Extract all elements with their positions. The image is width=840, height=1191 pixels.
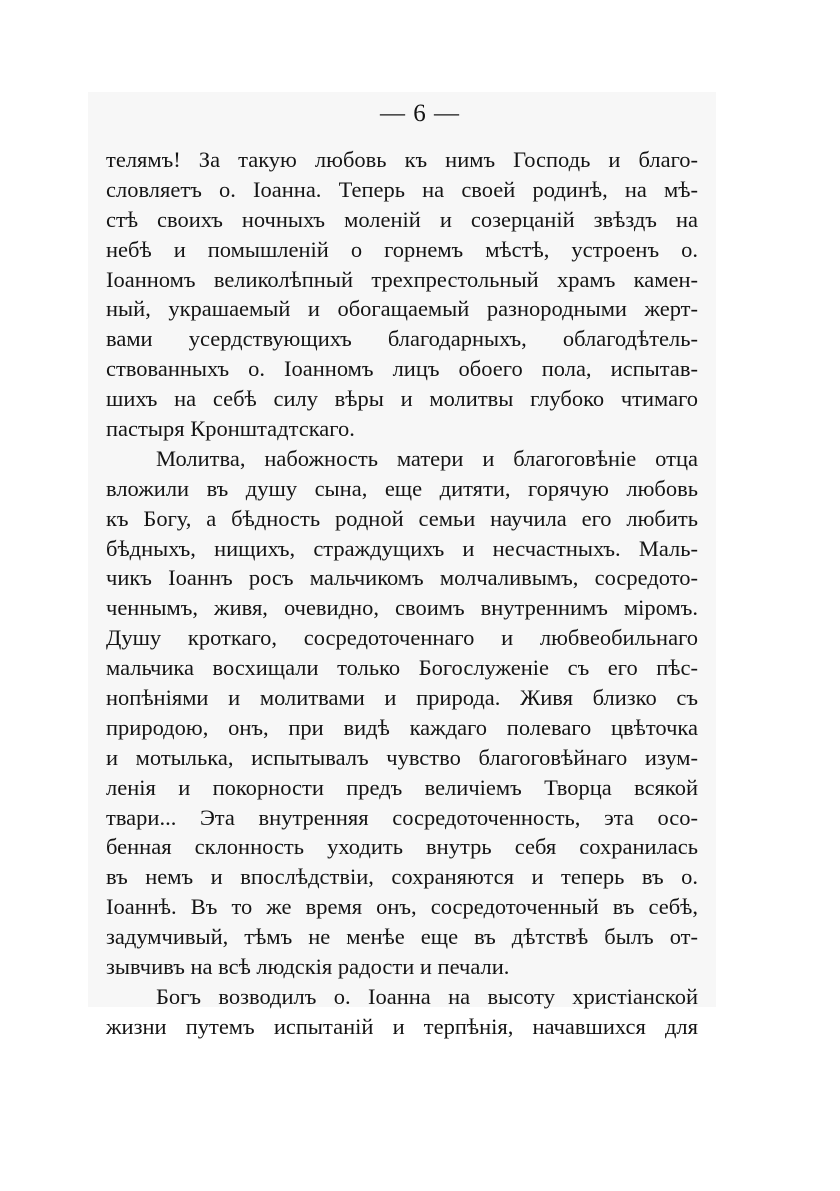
text-line: ный, украшаемый и обогащаемый разнородными жерт- [106, 296, 698, 322]
text-line: телямъ! За такую любовь къ нимъ Господь и благо- [106, 147, 698, 172]
text-line: ченнымъ, живя, очевидно, своимъ внутреннимъ міромъ. [106, 595, 698, 621]
text-line: бѣдныхъ, нищихъ, страждущихъ и несчастныхъ. Маль- [106, 535, 698, 561]
text-line: ствованныхъ о. Іоанномъ лицъ обоего пола, испытав- [106, 356, 698, 382]
text-line: ленія и покорности предъ величіемъ Творца всякой [106, 774, 698, 800]
text-line: Іоаннѣ. Въ то же время онъ, сосредоточенный въ себѣ, [106, 894, 698, 920]
text-line: шихъ на себѣ силу вѣры и молитвы глубоко чтимаго [106, 386, 698, 412]
text-line: задумчивый, тѣмъ не менѣе еще въ дѣтствѣ былъ от- [106, 924, 698, 950]
text-line: стѣ своихъ ночныхъ моленій и созерцаній звѣздъ на [106, 206, 698, 232]
text-line: словляетъ о. Іоанна. Теперь на своей родинѣ, на мѣ- [106, 176, 698, 202]
text-line: жизни путемъ испытаній и терпѣнія, начавшихся для [106, 1013, 698, 1039]
text-line: зывчивъ на всѣ людскія радости и печали. [106, 954, 510, 980]
text-line: Іоанномъ великолѣпный трехпрестольный храмъ камен- [106, 266, 698, 292]
text-line: въ немъ и впослѣдствіи, сохраняются и теперь въ о. [106, 864, 698, 890]
page-number: — 6 — [380, 100, 460, 127]
text-line: чикъ Іоаннъ росъ мальчикомъ молчаливымъ, сосредото- [106, 565, 698, 591]
body-text [106, 145, 698, 1042]
paragraph [106, 982, 698, 1042]
text-line: пастыря Кронштадтскаго. [106, 416, 355, 442]
paragraph [106, 145, 698, 444]
text-line: вами усердствующихъ благодарныхъ, облагодѣтель- [106, 326, 698, 352]
text-line: природою, онъ, при видѣ каждаго полеваго цвѣточка [106, 714, 698, 740]
text-line: твари... Эта внутренняя сосредоточенность, эта осо- [106, 804, 698, 830]
paragraph [106, 444, 698, 982]
text-line: бенная склонность уходить внутрь себя сохранилась [106, 834, 698, 860]
text-line: небѣ и помышленій о горнемъ мѣстѣ, устроенъ о. [106, 236, 698, 262]
text-line: Богъ возводилъ о. Іоанна на высоту христіанской [156, 983, 698, 1009]
text-line: къ Богу, а бѣдность родной семьи научила его любить [106, 505, 698, 531]
text-line: Душу кроткаго, сосредоточеннаго и любвеобильнаго [106, 625, 698, 651]
text-line: и мотылька, испытывалъ чувство благоговѣйнаго изум- [106, 744, 698, 770]
text-line: мальчика восхищали только Богослуженіе съ его пѣс- [106, 655, 698, 681]
text-line: нопѣніями и молитвами и природа. Живя близко съ [106, 685, 698, 711]
text-line: вложили въ душу сына, еще дитяти, горячую любовь [106, 475, 698, 501]
text-line: Молитва, набожность матери и благоговѣніе отца [156, 445, 698, 471]
